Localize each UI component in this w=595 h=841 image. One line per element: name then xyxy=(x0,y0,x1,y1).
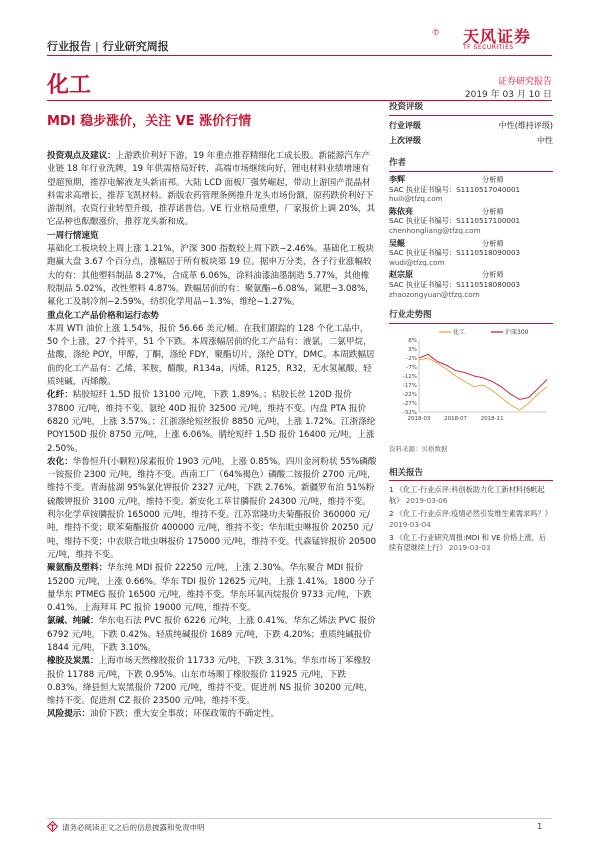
tf-logo-icon xyxy=(433,29,440,36)
rating-section xyxy=(389,100,553,148)
industry-rating-value: 中性(维持评级) xyxy=(498,121,553,130)
y-tick-label: -12% xyxy=(402,374,417,380)
previous-rating-label: 上次评级 xyxy=(389,136,421,145)
header-divider xyxy=(47,55,552,56)
legend-label: 化工 xyxy=(453,329,466,336)
paragraph-lead: 农化： xyxy=(47,456,73,467)
paragraph-text: 华鲁恒升(小颗粒)尿素报价 1903 元/吨，上涨 0.85%。四川金河粉状 55%磷酸一铵报价 2300 元/吨，维持不变。西南工厂（64%褐色）磷酸二铵报价 2700 元/吨，维持不变。青海盐湖 95%氯化钾报价 2327 元/吨，下跌 2.76%。新疆罗布泊 51%粉硫酸钾报价 3100 元/吨，维持不变。新安化工草甘膦报价 24300 元/吨，维持不变。利尔化学草铵膦报价 165000 元/吨，维持不变。江苏常隆功夫菊酯报价 360000 元/吨，维持不变；联苯菊酯报价 400000 元/吨，维持不变；华东吡虫啉报价 20250 元/吨，维持不变；中农联合吡虫啉报价 175000 元/吨，维持不变。代森锰锌报价 20500 元/吨，维持不变。 xyxy=(47,456,377,560)
related-report-item[interactable] xyxy=(389,509,553,530)
related-report-number: 2 xyxy=(389,509,394,519)
footer-logo-icon xyxy=(47,821,58,832)
rating-title: 投资评级 xyxy=(389,102,424,112)
weekly-market-paragraph: 基础化工板块较上周上涨 1.21%，沪深 300 指数较上周下跌−2.46%。基础化工板块跑赢大盘 3.67 个百分点，涨幅居于所有板块第 19 位。据申万分类，各子行业涨幅较大的有：其他塑料制品 8.27%，合成革 6.06%，涂料油漆油墨制造 5.77%，其他橡胶制品 5.02%，改性塑料 4.87%。跌幅居前的有：聚氨酯−6.08%，氮肥−3.08%，氟化工及制冷剂−2.59%，纺织化学用品−1.3%，维纶−1.27%。 xyxy=(47,244,375,308)
report-date: 2019 年 03 月 10 日 xyxy=(464,90,552,100)
y-tick-label: -2% xyxy=(406,356,417,362)
author-cert: SAC 执业证书编号：S1110517040001 xyxy=(389,184,521,194)
related-divider xyxy=(389,480,553,481)
paragraph-lead: 聚氨酯及塑料： xyxy=(47,563,108,574)
related-report-date: 2019-03-06 xyxy=(405,495,448,505)
investment-view-paragraph xyxy=(47,150,377,230)
paragraph-text: 粘胶短纤 1.5D 报价 13100 元/吨，下跌 1.89%。；粘胶长丝 120D 报价 37800 元/吨，维持不变。氨纶 40D 报价 32500 元/吨，维持不变。内盘 PTA 报价 6820 元/吨，上涨 3.57%。；江浙涤纶短丝报价 8850 元/吨，上涨 1.72%。江浙涤纶 POY150D 报价 8750 元/吨，上涨 6.06%。腈纶短纤 1.5D 报价 16400 元/吨，上涨 2.50%。 xyxy=(47,390,376,454)
agrochem-paragraph xyxy=(47,456,377,562)
previous-rating-value: 中性 xyxy=(537,136,553,145)
author-entry xyxy=(389,270,553,299)
report-category-header xyxy=(47,38,169,54)
logo-text-en: TF SECURITIES xyxy=(463,44,514,51)
author-role: 分析师 xyxy=(482,206,504,216)
trend-section xyxy=(389,308,553,324)
paragraph-lead: 氯碱、纯碱： xyxy=(47,616,99,627)
author-role: 分析师 xyxy=(482,238,504,248)
x-tick-label: 2018-07 xyxy=(444,416,468,422)
series-line-hs300 xyxy=(419,354,547,399)
related-report-text: 《化工-行业研究周报:MDI 和 VE 价格上涨，后续有望继续上行》 xyxy=(389,533,547,553)
previous-rating-row xyxy=(389,133,553,148)
paragraph-text: 上游跌价利好下游，19 年重点推荐精细化工成长股。新能源汽车产业链 18 年行业洗牌，19 年供需格局好转，高端市场继续向好，锂电材料业绩增速有望超预期，推荐电解液龙头新宙邦。大陆 LCD 面板厂强势崛起，带动上游国产混晶材料需求高增长，推荐飞凯材料。新版农药管理条例推升龙头市场份额，原药跌价利好下游制剂，农资行业转型升级，推荐诺普信。VE 行业格局重塑，厂家报价上调 20%，其它品种也酝酿涨价，推荐龙头新和成。 xyxy=(47,151,376,228)
author-cert: SAC 执业证书编号：S1110518080003 xyxy=(389,279,521,289)
fiber-paragraph xyxy=(47,389,377,455)
y-tick-label: 3% xyxy=(408,347,417,353)
trend-divider xyxy=(389,323,553,324)
paragraph-lead: 风险提示： xyxy=(47,709,90,720)
paragraph-lead: 投资观点及建议： xyxy=(47,151,116,161)
author-email: wudi@tfzq.com xyxy=(389,257,445,267)
related-title: 相关报告 xyxy=(389,468,424,478)
related-report-number: 1 xyxy=(389,485,394,495)
related-report-text: 《化工-行业点评:疫情必然引发维生素需求吗？》 xyxy=(395,509,552,519)
author-role: 分析师 xyxy=(482,175,504,184)
paragraph-text: 油价下跌；重大安全事故；环保政策的不确定性。 xyxy=(89,709,280,720)
price-overview-paragraph: 本周 WTI 油价上涨 1.54%，报价 56.66 美元/桶。在我们跟踪的 128 个化工品中，50 个上涨，27 个持平，51 个下跌。本周涨幅居前的化工产品有：液氯，二氯甲烷，盐酸，涤纶 POY，甲醇，丁酮，涤纶 FDY，聚酯切片，涤纶 DTY，DMC。本周跌幅居前的化工产品有：乙烯，苯胺，醋酸，R134a，丙烯，R125，R32，无水氢氟酸，轻质纯碱，丙烯酸。 xyxy=(47,323,375,388)
x-tick-label: 2018-11 xyxy=(480,416,504,422)
paragraph-text: 华东电石法 PVC 报价 6226 元/吨，上涨 0.41%。华东乙烯法 PVC 报价 6792 元/吨，下跌 0.42%。轻质纯碱报价 1689 元/吨，下跌 4.20%；重质纯碱报价 1844 元/吨，下跌 3.10%。 xyxy=(47,616,376,653)
rubber-paragraph xyxy=(47,655,377,708)
category-label: 行业报告 xyxy=(47,40,91,53)
author-name: 李辉 xyxy=(389,175,405,184)
related-report-item[interactable] xyxy=(389,533,553,554)
report-subtitle: MDI 稳步涨价，关注 VE 涨价行情 xyxy=(47,114,252,129)
author-name: 吴鲲 xyxy=(389,238,405,248)
authors-divider xyxy=(389,171,553,172)
paragraph-lead: 化纤： xyxy=(47,390,73,401)
rating-divider xyxy=(389,115,553,116)
page-title: 化工 xyxy=(47,73,92,98)
author-email: chenhongliang@tfzq.com xyxy=(389,225,481,235)
author-name: 赵宗原 xyxy=(389,270,413,280)
chloralkali-paragraph xyxy=(47,615,377,655)
authors-section xyxy=(389,156,553,299)
related-report-text: 《化工-行业点评:科创板助力化工新材料扬帆起航》 xyxy=(389,485,545,505)
related-report-date: 2019-03-04 xyxy=(389,519,431,529)
subcategory-label: 行业研究周报 xyxy=(102,40,169,53)
footer-divider xyxy=(47,818,552,819)
related-reports-section xyxy=(389,468,553,554)
industry-trend-chart xyxy=(389,326,553,436)
chart-source: 资料来源：贝格数据 xyxy=(389,445,448,453)
trend-title: 行业走势图 xyxy=(389,310,432,320)
paragraph-lead: 橡胶及炭黑： xyxy=(47,656,99,667)
risk-paragraph xyxy=(47,708,377,721)
paragraph-text: 华东纯 MDI 报价 22250 元/吨，上涨 2.30%。华东聚合 MDI 报价 15200 元/吨，上涨 0.66%。华东 TDI 报价 12625 元/吨，上涨 1.41%。1800 分子量华东 PTMEG 报价 16500 元/吨，维持不变。华东环氧丙烷报价 9733 元/吨，下跌 0.41%。上海拜耳 PC 报价 19000 元/吨，维持不变。 xyxy=(47,563,375,614)
author-role: 分析师 xyxy=(482,270,504,280)
header-separator: | xyxy=(95,40,99,53)
report-type: 证券研究报告 xyxy=(497,77,552,87)
y-tick-label: 8% xyxy=(408,338,417,344)
y-tick-label: -27% xyxy=(402,401,417,407)
author-entry xyxy=(389,239,553,268)
polyurethane-paragraph xyxy=(47,562,377,615)
related-report-number: 3 xyxy=(389,533,394,543)
author-cert: SAC 执业证书编号：S1110517100001 xyxy=(389,216,521,226)
section-title-weekly: 一周行情速览 xyxy=(47,230,99,241)
author-entry xyxy=(389,207,553,236)
paragraph-text: 上海市场天然橡胶报价 11733 元/吨，下跌 3.31%。华东市场丁苯橡胶报价 11788 元/吨，下跌 0.95%。山东市场顺丁橡胶报价 11925 元/吨，下跌 0.83%。绛县恒大炭黑报价 7200 元/吨，维持不变。促进剂 NS 报价 30200 元/吨，维持不变。促进剂 CZ 报价 23500 元/吨，维持不变。 xyxy=(47,656,373,707)
author-email: huili@tfzq.com xyxy=(389,194,443,204)
industry-rating-label: 行业评级 xyxy=(389,121,421,130)
y-tick-label: -32% xyxy=(402,410,417,416)
page-number: 1 xyxy=(537,822,542,831)
author-email: zhaozongyuan@tfzq.com xyxy=(389,289,480,299)
report-body xyxy=(47,150,377,722)
y-tick-label: -17% xyxy=(402,383,417,389)
author-entry xyxy=(389,175,553,204)
author-cert: SAC 执业证书编号：S1110518090003 xyxy=(389,248,521,258)
logo-text-cn: 天风证券 xyxy=(463,27,532,46)
footer-disclaimer: 请务必阅读正文之后的信息披露和免责申明 xyxy=(62,823,205,832)
y-tick-label: -7% xyxy=(406,365,417,371)
legend-label: 沪深300 xyxy=(505,329,529,336)
author-name: 陈依亮 xyxy=(389,206,413,216)
industry-rating-row xyxy=(389,118,553,133)
related-report-date: 2019-03-03 xyxy=(448,543,491,553)
section-title-prices: 重点化工产品价格和运行态势 xyxy=(47,310,159,321)
related-report-item[interactable] xyxy=(389,485,553,506)
tf-logo xyxy=(432,16,462,50)
series-line-chem xyxy=(419,358,547,410)
x-tick-label: 2018-03 xyxy=(407,416,431,422)
authors-title: 作者 xyxy=(389,158,407,168)
y-tick-label: -22% xyxy=(402,392,417,398)
